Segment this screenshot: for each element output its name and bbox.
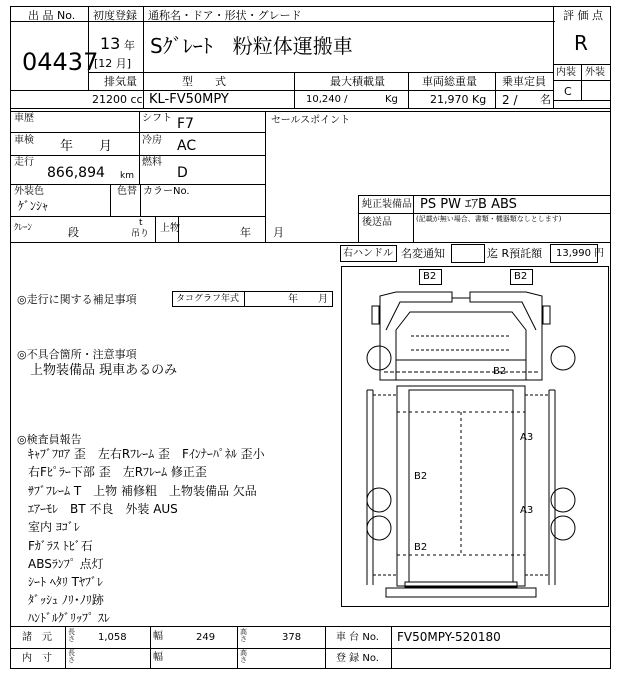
deposit-label: 迄 R預託額 xyxy=(487,247,543,260)
width: 249 xyxy=(196,632,216,643)
dims-label: 諸 元 xyxy=(22,632,52,643)
displacement: 21200 cc xyxy=(92,93,143,106)
shift-label: シフト xyxy=(142,113,172,124)
mileage-unit: km xyxy=(120,171,134,181)
lot-no-label: 出 品 No. xyxy=(28,9,76,22)
tacho-value: 年 月 xyxy=(288,294,328,305)
model-label: 型 式 xyxy=(182,75,226,88)
deposit: 13,990 円 xyxy=(556,248,605,259)
tacho-label: タコグラフ年式 xyxy=(176,294,240,304)
car-name: Sｸﾞﾚｰﾄ 粉粒体運搬車 xyxy=(150,34,353,58)
car-name-label: 通称名・ドア・形状・グレード xyxy=(148,9,302,22)
inspector-line: ｻﾌﾞﾌﾚｰﾑ T 上物 補修粗 上物装備品 欠品 xyxy=(28,484,257,498)
inspector-line: 室内 ﾖｺﾞﾚ xyxy=(28,520,80,534)
fuel-label: 燃料 xyxy=(142,157,162,168)
name-change: 名変通知 xyxy=(401,247,445,260)
crane-ton: 吊り xyxy=(131,229,150,239)
aircon: AC xyxy=(177,138,197,154)
inspector-line: ｷｬﾌﾞﾌﾛｱ 歪 左右Rﾌﾚｰﾑ 歪 Fｲﾝﾅｰﾊﾟﾈﾙ 歪小 xyxy=(28,447,265,461)
defects-text: 上物装備品 現車あるのみ xyxy=(30,363,178,378)
reg-year-unit: 年 xyxy=(124,39,135,52)
exterior-label: 外装 xyxy=(585,67,605,78)
inspector-line: Fｶﾞﾗｽ ﾄﾋﾞ石 xyxy=(28,539,93,553)
grade-label: 評 価 点 xyxy=(563,9,603,22)
inspector-line: ﾊﾝﾄﾞﾙｸﾞﾘｯﾌﾟ ｽﾚ xyxy=(28,611,110,625)
crane-label: ｸﾚｰﾝ xyxy=(14,223,33,233)
ext-color: ｹﾞﾝｼｬ xyxy=(18,199,49,213)
equip-label: 純正装備品 xyxy=(362,199,412,210)
body-label: 上物 xyxy=(160,223,180,234)
gvw-label: 車両総重量 xyxy=(422,75,477,88)
damage-mark: B2 xyxy=(514,271,528,282)
load-label: 最大積載量 xyxy=(330,75,385,88)
load: 10,240 / xyxy=(306,94,348,105)
load-unit: Kg xyxy=(385,94,398,105)
wheel-front-left xyxy=(367,346,391,370)
running-title: ◎走行に関する補足事項 xyxy=(17,293,137,306)
inspector-line: ｴｱｰﾓﾚ BT 不良 外装 AUS xyxy=(28,502,178,516)
reg-no-label: 登 録 No. xyxy=(336,653,379,664)
len-label: 長さ xyxy=(68,628,75,643)
wheel-front-right xyxy=(551,346,575,370)
body-value: 年 月 xyxy=(240,226,284,239)
gvw: 21,970 Kg xyxy=(430,93,487,106)
damage-mark: B2 xyxy=(414,542,428,553)
height-label: 高さ xyxy=(240,628,247,643)
grade: R xyxy=(574,31,588,55)
aftermarket-label: 後送品 xyxy=(362,217,392,228)
inspection-label: 車検 xyxy=(14,135,34,146)
inspector-line: ﾀﾞｯｼｭ ﾉﾘ･ﾉﾘ跡 xyxy=(28,593,104,607)
lot-no: 04437 xyxy=(22,48,99,76)
reg-year: 13 xyxy=(100,34,121,53)
wheel-rear-left-2 xyxy=(367,516,391,540)
inner-width-label: 幅 xyxy=(153,652,163,663)
handle: 右ハンドル xyxy=(343,248,393,259)
capacity-unit: 名 xyxy=(540,93,551,106)
interior-label: 内装 xyxy=(556,67,576,78)
damage-mark: B2 xyxy=(414,471,428,482)
aircon-label: 冷房 xyxy=(142,135,162,146)
defects-title: ◎不具合箇所・注意事項 xyxy=(17,348,137,361)
color-code-label: カラーNo. xyxy=(143,186,190,197)
inner-len-label: 長さ xyxy=(68,649,75,664)
capacity: 2 / xyxy=(502,93,518,107)
chassis-label: 車 台 No. xyxy=(336,632,379,643)
inspection-value: 年 月 xyxy=(60,139,113,154)
aftermarket-note: (記載が無い場合、書類・機器類なしとします) xyxy=(416,215,562,223)
equip: PS PW ｴｱB ABS xyxy=(420,197,517,212)
inspector-line: ABSﾗﾝﾌﾟ 点灯 xyxy=(28,557,104,571)
model: KL-FV50MPY xyxy=(149,92,229,107)
inspector-title: ◎検査員報告 xyxy=(17,433,82,446)
inner-height-label: 高さ xyxy=(240,649,247,664)
height: 378 xyxy=(282,632,302,643)
damage-mark: B2 xyxy=(423,271,437,282)
width-label: 幅 xyxy=(153,631,163,642)
mileage-label: 走行 xyxy=(14,157,34,168)
interior-grade: C xyxy=(564,85,572,98)
shift: F7 xyxy=(177,116,194,132)
damage-mark: A3 xyxy=(520,432,534,443)
reg-month: [12 月] xyxy=(94,57,132,70)
chassis-no: FV50MPY-520180 xyxy=(397,630,501,644)
first-reg-label: 初度登録 xyxy=(93,9,137,22)
inner-label: 内 寸 xyxy=(22,653,52,664)
sales-point-label: セールスポイント xyxy=(271,115,351,126)
damage-mark: B2 xyxy=(493,366,507,377)
mileage: 866,894 xyxy=(47,165,105,181)
color-no-label: 色替 xyxy=(117,186,137,197)
fuel: D xyxy=(177,165,188,181)
length: 1,058 xyxy=(98,632,127,643)
history-label: 車歴 xyxy=(14,113,34,124)
inspector-line: 右Fﾋﾟﾗｰ下部 歪 左Rﾌﾚｰﾑ 修正歪 xyxy=(28,465,207,479)
crane-ton-top: t xyxy=(139,218,143,228)
inspector-line: ｼｰﾄ ﾍﾀﾘ Tﾔﾌﾞﾚ xyxy=(28,575,103,589)
ext-color-label: 外装色 xyxy=(14,186,44,197)
displacement-label: 排気量 xyxy=(104,75,137,88)
capacity-label: 乗車定員 xyxy=(502,75,546,88)
damage-mark: A3 xyxy=(520,505,534,516)
wheel-rear-left-1 xyxy=(367,488,391,512)
crane-stage: 段 xyxy=(68,226,79,239)
